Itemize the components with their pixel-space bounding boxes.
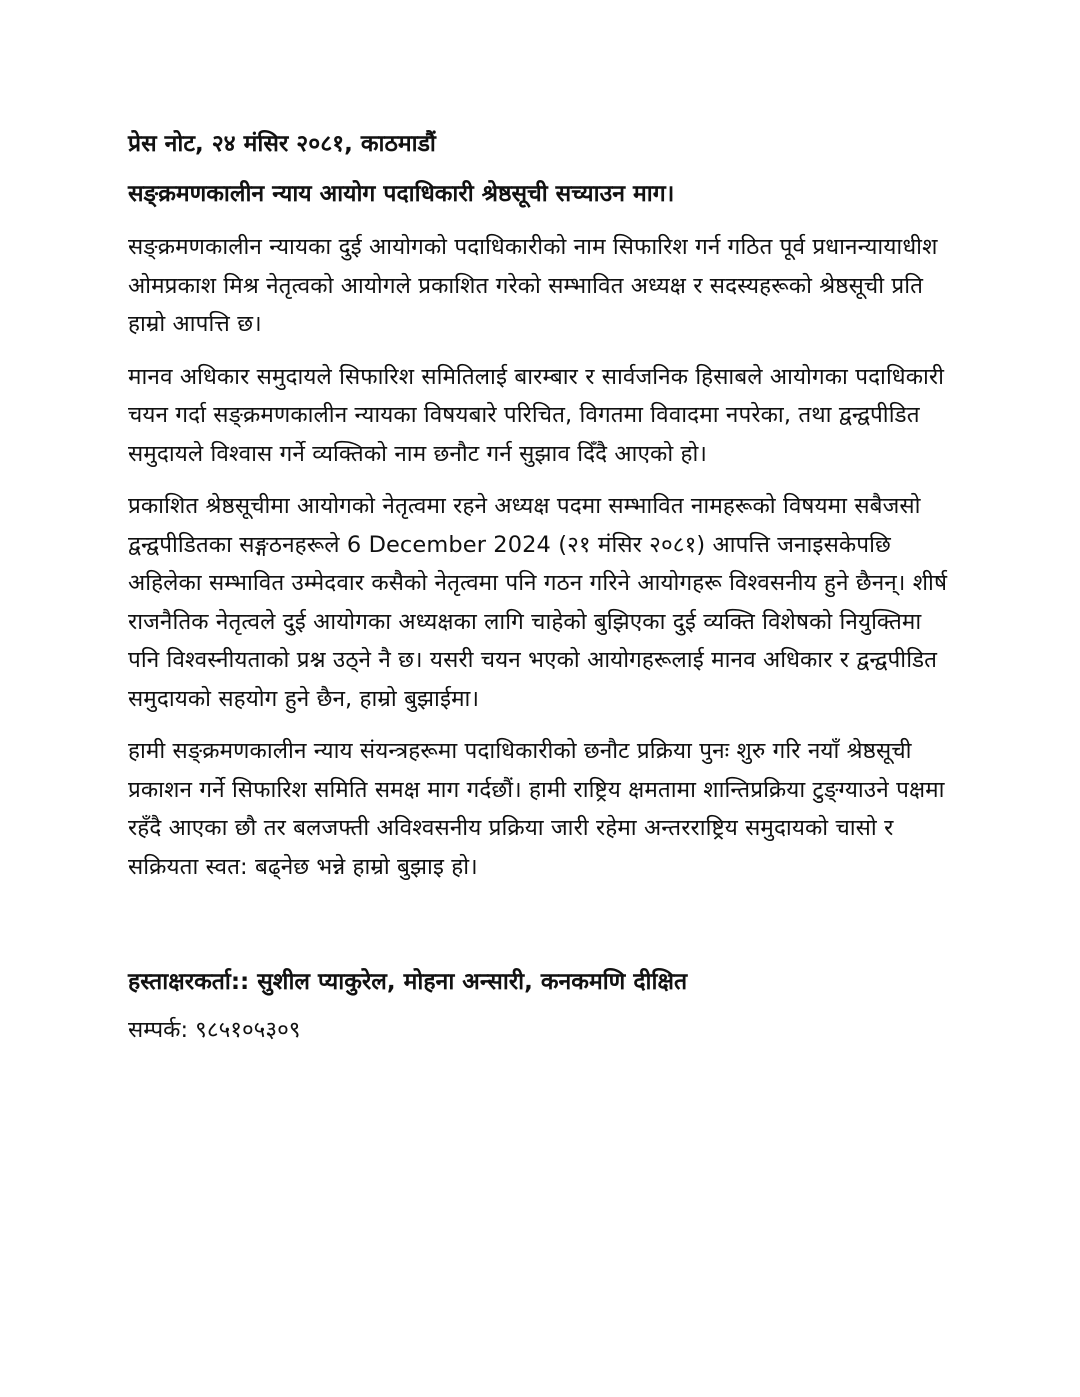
paragraph-credibility: प्रकाशित श्रेष्ठसूचीमा आयोगको नेतृत्वमा रहने अध्यक्ष पदमा सम्भावित नामहरूको विषयमा सबैजसो द्वन्द्वपीडितका सङ्गठनहरूले 6 December 2024 (२१ मंसिर २०८१) आपत्ति जनाइसकेपछि अहिलेका सम्भावित उम्मेदवार कसैको नेतृत्वमा पनि गठन गरिने आयोगहरू विश्वसनीय हुने छैनन्। शीर्ष राजनैतिक नेतृत्वले दुई आयोगका अध्यक्षका लागि चाहेको बुझिएका दुई व्यक्ति विशेषको नियुक्तिमा पनि विश्वस्नीयताको प्रश्न उठ्ने नै छ। यसरी चयन भएको आयोगहरूलाई मानव अधिकार र द्वन्द्वपीडित समुदायको सहयोग हुने छैन, हाम्रो बुझाईमा। <box>128 493 948 712</box>
contact-number: सम्पर्क: ९८५१०५३०९ <box>128 1017 301 1043</box>
signatories: हस्ताक्षरकर्ता:: सुशील प्याकुरेल, मोहना अन्सारी, कनकमणि दीक्षित <box>128 969 688 995</box>
press-note <box>128 124 958 1050</box>
paragraph-demand: हामी सङ्क्रमणकालीन न्याय संयन्त्रहरूमा पदाधिकारीको छनौट प्रक्रिया पुनः शुरु गरि नयाँ श्रेष्ठसूची प्रकाशन गर्ने सिफारिश समिति समक्ष माग गर्दछौं। हामी राष्ट्रिय क्षमतामा शान्तिप्रक्रिया टुङ्ग्याउने पक्षमा रहँदै आएका छौ तर बलजफ्ती अविश्वसनीय प्रक्रिया जारी रहेमा अन्तरराष्ट्रिय समुदायको चासो र सक्रियता स्वत: बढ्नेछ भन्ने हाम्रो बुझाइ हो। <box>128 738 945 880</box>
paragraph-objection: सङ्क्रमणकालीन न्यायका दुई आयोगको पदाधिकारीको नाम सिफारिश गर्न गठित पूर्व प्रधानन्यायाधीश ओमप्रकाश मिश्र नेतृत्वको आयोगले प्रकाशित गरेको सम्भावित अध्यक्ष र सदस्यहरूको श्रेष्ठसूची प्रति हाम्रो आपत्ति छ। <box>128 234 938 337</box>
press-note-headline: सङ्क्रमणकालीन न्याय आयोग पदाधिकारी श्रेष्ठसूची सच्याउन माग। <box>128 181 675 207</box>
paragraph-community-suggestion: मानव अधिकार समुदायले सिफारिश समितिलाई बारम्बार र सार्वजनिक हिसाबले आयोगका पदाधिकारी चयन गर्दा सङ्क्रमणकालीन न्यायका विषयबारे परिचित, विगतमा विवादमा नपरेका, तथा द्वन्द्वपीडित समुदायले विश्वास गर्ने व्यक्तिको नाम छनौट गर्न सुझाव दिँदै आएको हो। <box>128 363 945 467</box>
press-note-dateline: प्रेस नोट, २४ मंसिर २०८१, काठमाडौं <box>128 131 436 157</box>
